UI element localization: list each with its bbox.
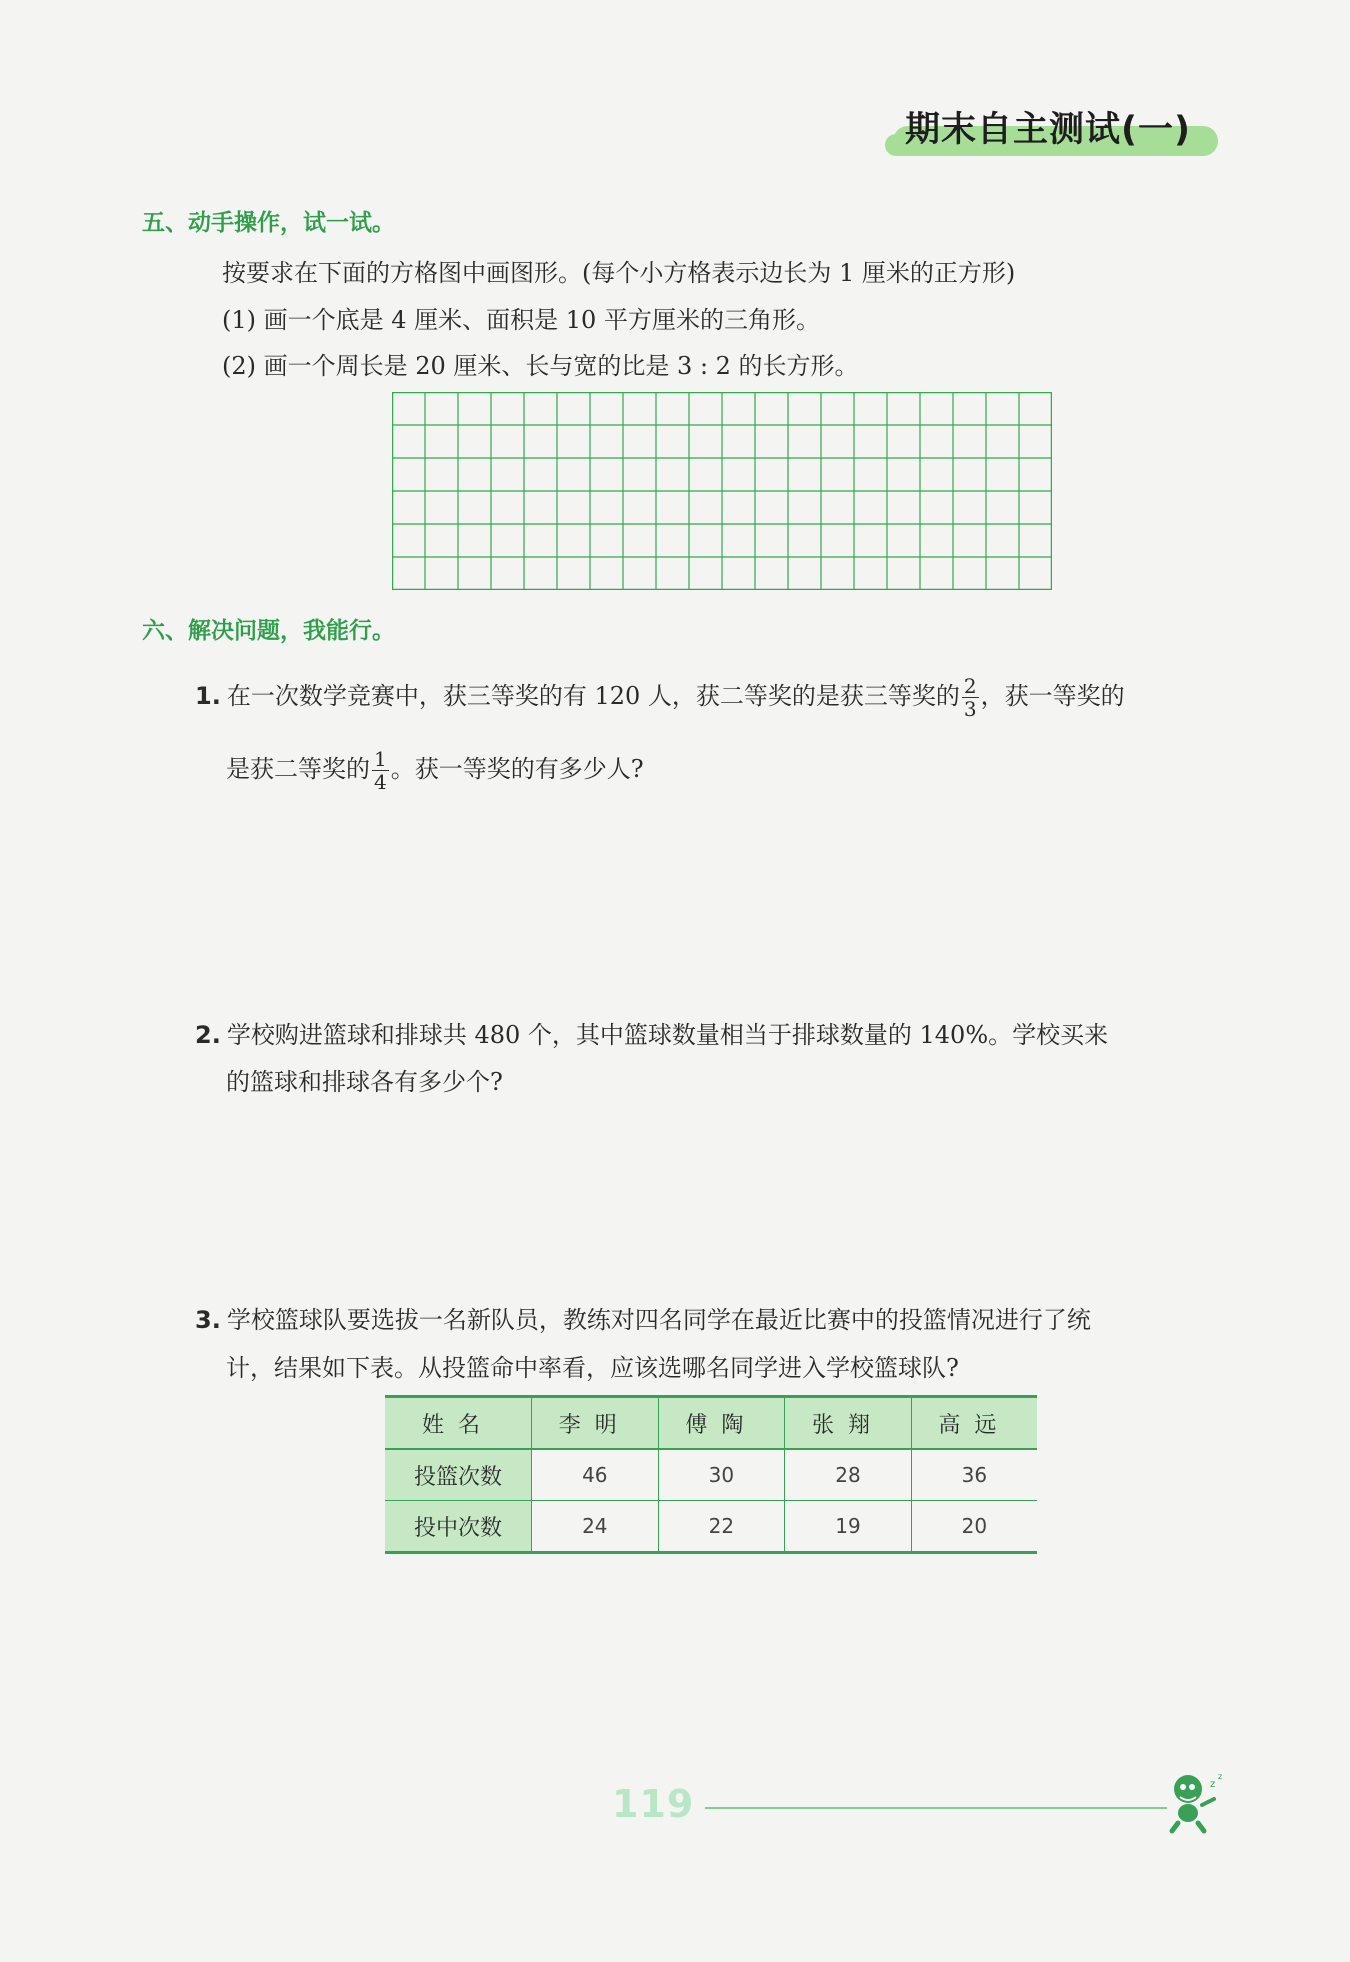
question-2-number: 2.	[195, 1021, 221, 1049]
fraction-numerator: 1	[374, 747, 387, 771]
table-row-attempts	[385, 1449, 1037, 1501]
question-2-line-1	[195, 1015, 1108, 1050]
question-3-line-1	[195, 1300, 1091, 1335]
row-label-made: 投中次数	[385, 1501, 532, 1553]
page-number: 119	[612, 1782, 695, 1826]
table-cell: 19	[785, 1501, 912, 1553]
section5-heading: 五、动手操作，试一试。	[142, 210, 395, 236]
question-3-line-2: 计，结果如下表。从投篮命中率看，应该选哪名同学进入学校篮球队?	[226, 1354, 959, 1382]
question-1-number: 1.	[195, 682, 221, 710]
question-1-text-a: 在一次数学竞赛中，获三等奖的有 120 人，获二等奖的是获三等奖的	[226, 682, 960, 710]
mascot-icon	[1158, 1765, 1228, 1835]
question-2-text-a: 学校购进篮球和排球共 480 个，其中篮球数量相当于排球数量的 140%。学校买来	[226, 1021, 1109, 1049]
footer-rule	[705, 1807, 1167, 1809]
student-name-cell: 李明	[532, 1397, 659, 1450]
question-1-text-d: 。获一等奖的有多少人?	[390, 755, 644, 783]
fraction-denominator: 3	[963, 697, 977, 721]
table-cell: 24	[532, 1501, 659, 1553]
table-cell: 36	[961, 1463, 988, 1487]
table-row-made	[385, 1501, 1037, 1553]
section5-instruction: 按要求在下面的方格图中画图形。(每个小方格表示边长为 1 厘米的正方形)	[222, 259, 1016, 287]
page-title: 期末自主测试(一)	[905, 110, 1191, 150]
table-cell: 46	[532, 1449, 659, 1501]
student-name-cell: 张翔	[785, 1397, 912, 1450]
header-label-cell: 姓名	[385, 1397, 532, 1450]
svg-text:z: z	[1210, 1779, 1216, 1790]
table-cell: 28	[785, 1449, 912, 1501]
question-3-number: 3.	[195, 1306, 221, 1334]
header-badge	[885, 100, 1220, 160]
fraction-one-quarter	[372, 748, 389, 793]
question-3-text-a: 学校篮球队要选拔一名新队员，教练对四名同学在最近比赛中的投篮情况进行了统	[226, 1306, 1091, 1334]
section6-heading: 六、解决问题，我能行。	[142, 618, 395, 644]
shooting-stats-table	[385, 1395, 1037, 1554]
table-cell: 30	[658, 1449, 785, 1501]
question-1-text-c: 是获二等奖的	[226, 755, 370, 783]
row-label-attempts: 投篮次数	[385, 1449, 532, 1501]
fraction-numerator: 2	[963, 674, 977, 698]
student-name-cell: 傅陶	[658, 1397, 785, 1450]
student-name-cell: 高远	[911, 1397, 1037, 1450]
question-2-line-2: 的篮球和排球各有多少个?	[226, 1068, 503, 1096]
question-1-text-b: ，获一等奖的	[980, 682, 1125, 710]
table-header-row	[385, 1397, 1037, 1450]
fraction-denominator: 4	[374, 770, 387, 794]
svg-text:z: z	[1218, 1772, 1223, 1781]
table-cell: 22	[658, 1501, 785, 1553]
section5-item1: (1) 画一个底是 4 厘米、面积是 10 平方厘米的三角形。	[222, 306, 820, 334]
fraction-two-thirds	[962, 675, 979, 720]
question-1-line-2	[226, 748, 644, 793]
section5-item2: (2) 画一个周长是 20 厘米、长与宽的比是 3 : 2 的长方形。	[222, 352, 859, 380]
table-cell: 20	[961, 1514, 988, 1538]
drawing-grid[interactable]	[392, 392, 1052, 590]
question-1-line-1	[195, 675, 1125, 720]
